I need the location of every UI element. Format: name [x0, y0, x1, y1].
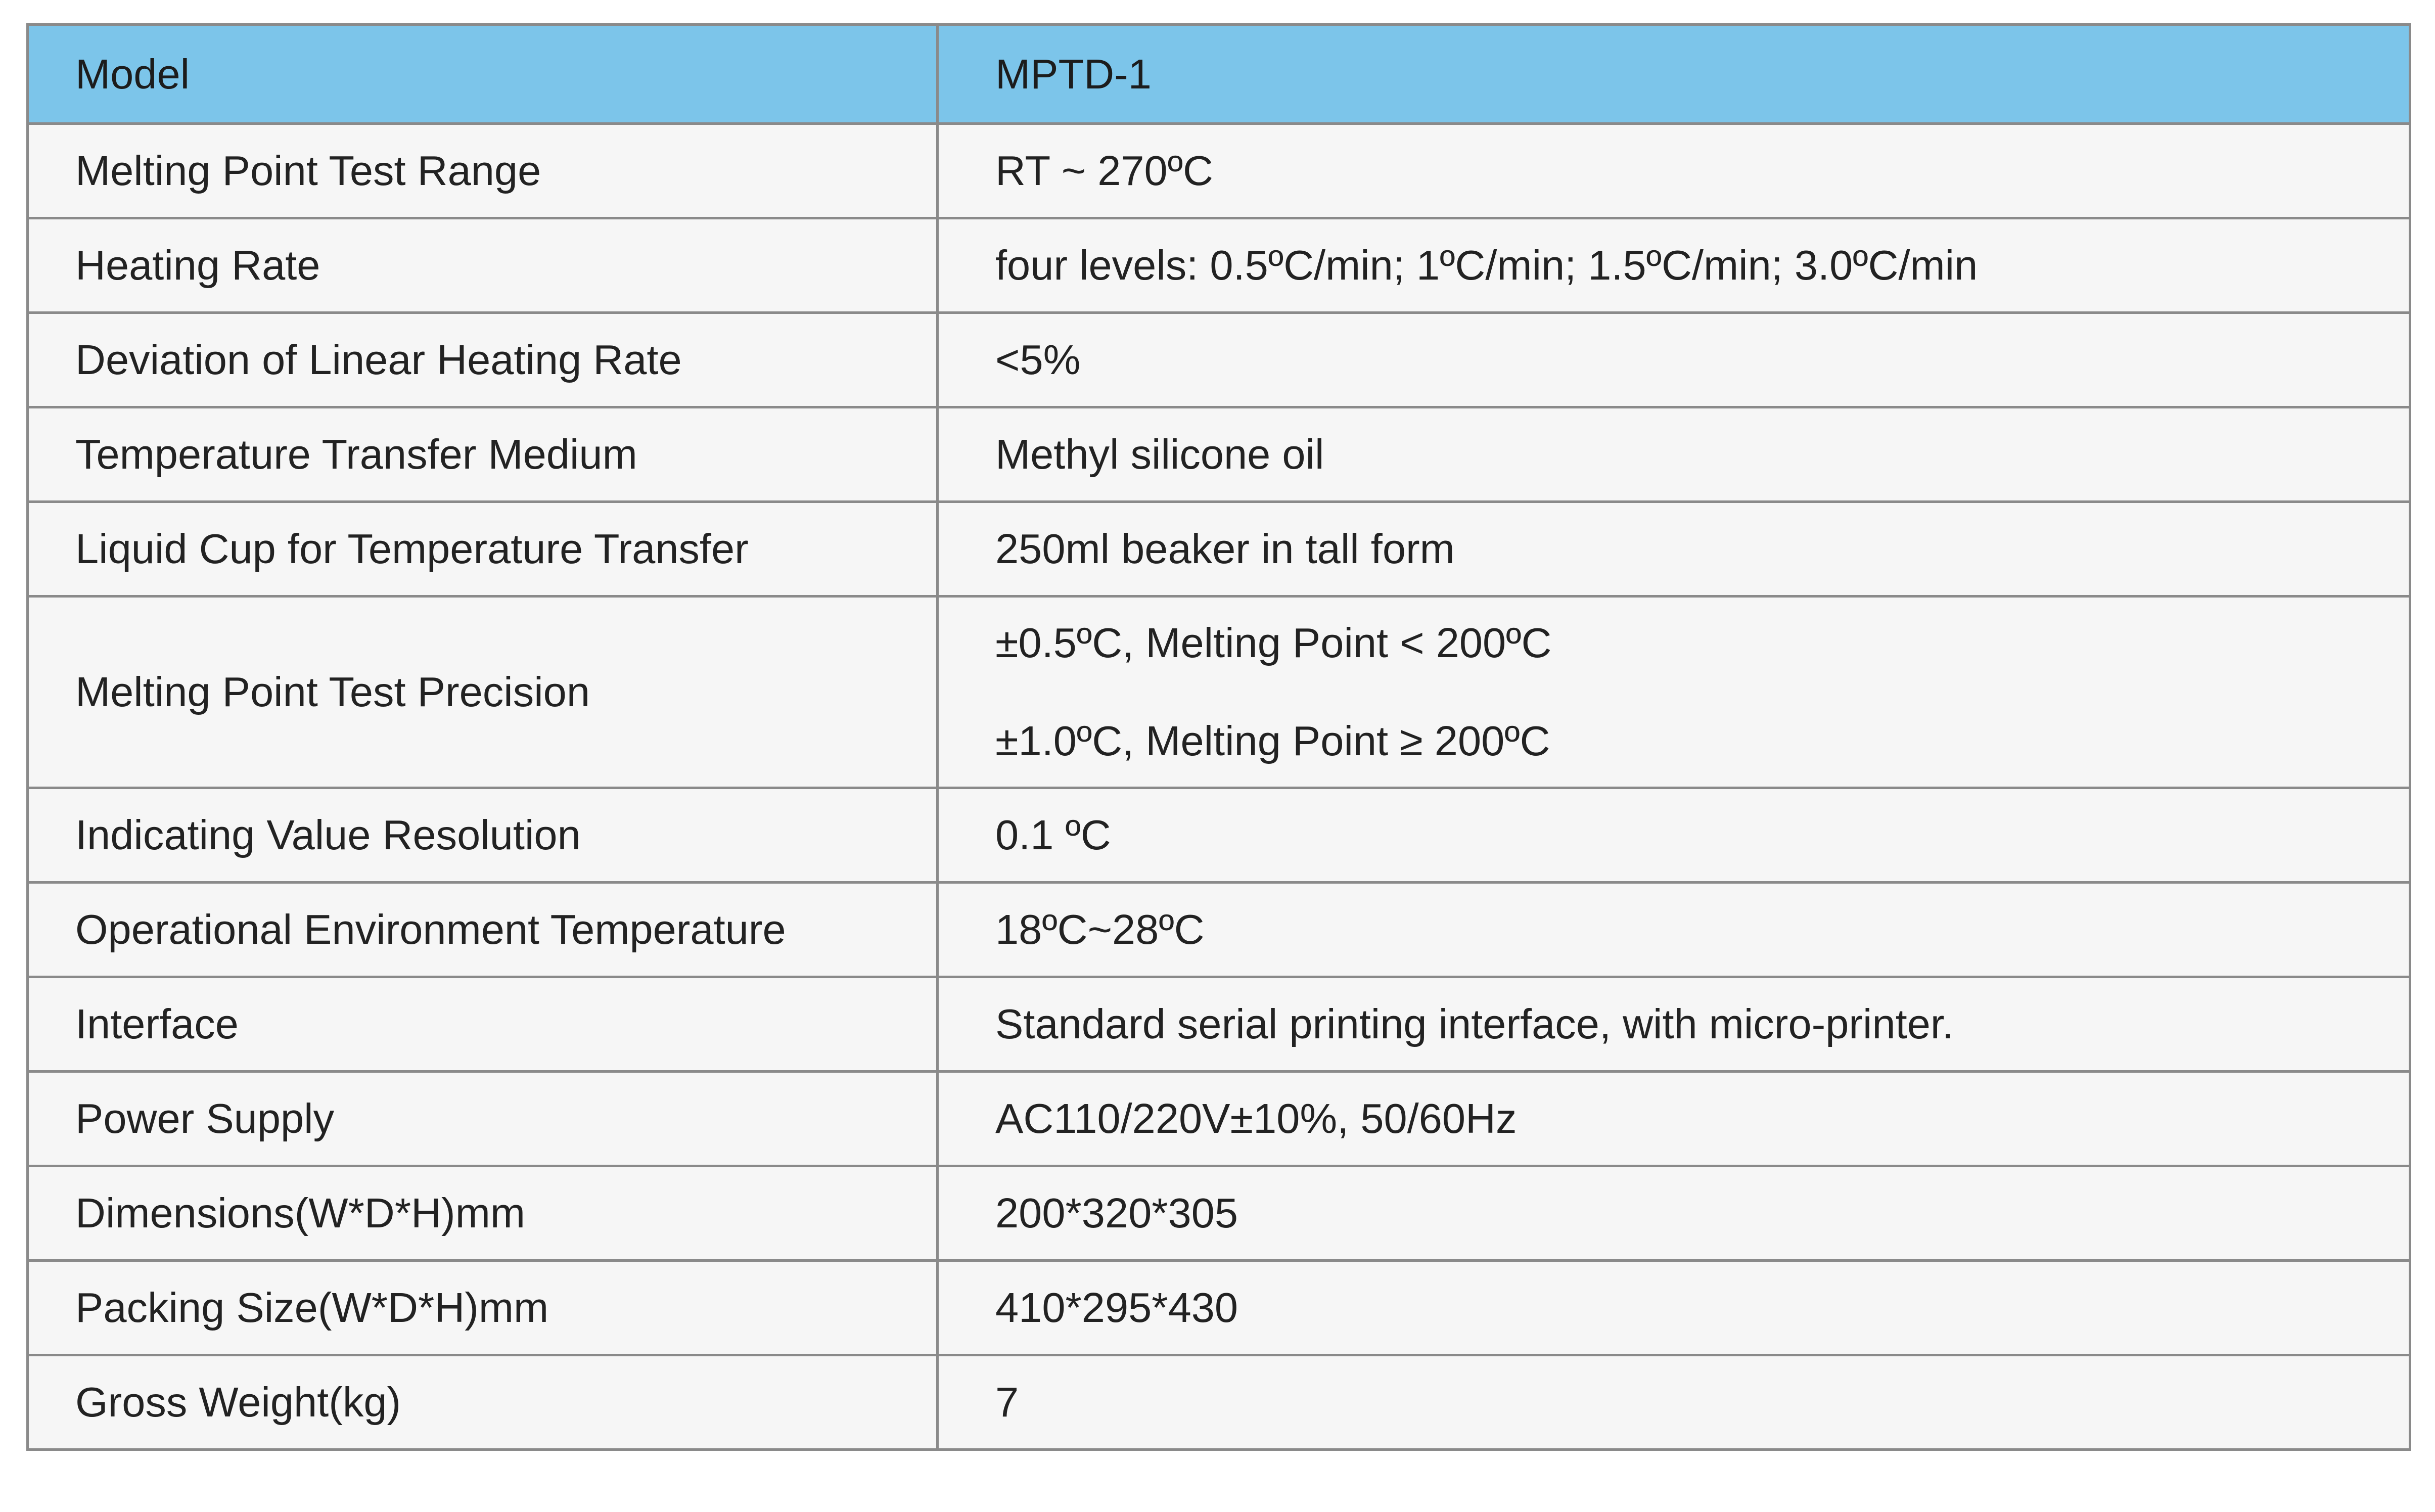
row-value: four levels: 0.5ºC/min; 1ºC/min; 1.5ºC/min; 3.0ºC/min [938, 218, 2410, 313]
table-row-liquid-cup [28, 502, 2410, 597]
row-label: Packing Size(W*D*H)mm [28, 1261, 938, 1355]
row-value: RT ~ 270ºC [938, 124, 2410, 218]
table-row-operational-environment-temperature [28, 883, 2410, 977]
precision-line-above-200: ±1.0ºC, Melting Point ≥ 200ºC [995, 717, 1550, 764]
row-label: Liquid Cup for Temperature Transfer [28, 502, 938, 597]
header-value-cell: MPTD-1 [938, 25, 2410, 124]
row-value: 410*295*430 [938, 1261, 2410, 1355]
row-label: Gross Weight(kg) [28, 1355, 938, 1450]
row-label: Power Supply [28, 1072, 938, 1166]
row-label: Dimensions(W*D*H)mm [28, 1166, 938, 1261]
row-label: Deviation of Linear Heating Rate [28, 313, 938, 407]
row-label: Melting Point Test Range [28, 124, 938, 218]
table-row-indicating-value-resolution [28, 788, 2410, 883]
table-row-power-supply [28, 1072, 2410, 1166]
row-label: Operational Environment Temperature [28, 883, 938, 977]
precision-line-below-200: ±0.5ºC, Melting Point < 200ºC [995, 619, 1552, 666]
row-value: 200*320*305 [938, 1166, 2410, 1261]
table-row-deviation-of-linear-heating-rate [28, 313, 2410, 407]
table-header-row [28, 25, 2410, 124]
row-value: Methyl silicone oil [938, 407, 2410, 502]
row-value: Standard serial printing interface, with micro-printer. [938, 977, 2410, 1072]
row-value [938, 597, 2410, 788]
row-value: 7 [938, 1355, 2410, 1450]
row-label: Heating Rate [28, 218, 938, 313]
row-label: Interface [28, 977, 938, 1072]
row-value: 0.1 ºC [938, 788, 2410, 883]
specification-table [26, 23, 2411, 1451]
table-row-heating-rate [28, 218, 2410, 313]
table-row-interface [28, 977, 2410, 1072]
table-row-temperature-transfer-medium [28, 407, 2410, 502]
table-row-melting-point-test-precision [28, 597, 2410, 788]
row-value: <5% [938, 313, 2410, 407]
table-row-dimensions [28, 1166, 2410, 1261]
row-value: 250ml beaker in tall form [938, 502, 2410, 597]
row-label: Melting Point Test Precision [28, 597, 938, 788]
row-label: Indicating Value Resolution [28, 788, 938, 883]
table-row-melting-point-test-range [28, 124, 2410, 218]
table-row-packing-size [28, 1261, 2410, 1355]
row-label: Temperature Transfer Medium [28, 407, 938, 502]
row-value: 18ºC~28ºC [938, 883, 2410, 977]
table-row-gross-weight [28, 1355, 2410, 1450]
row-value: AC110/220V±10%, 50/60Hz [938, 1072, 2410, 1166]
header-label-cell: Model [28, 25, 938, 124]
